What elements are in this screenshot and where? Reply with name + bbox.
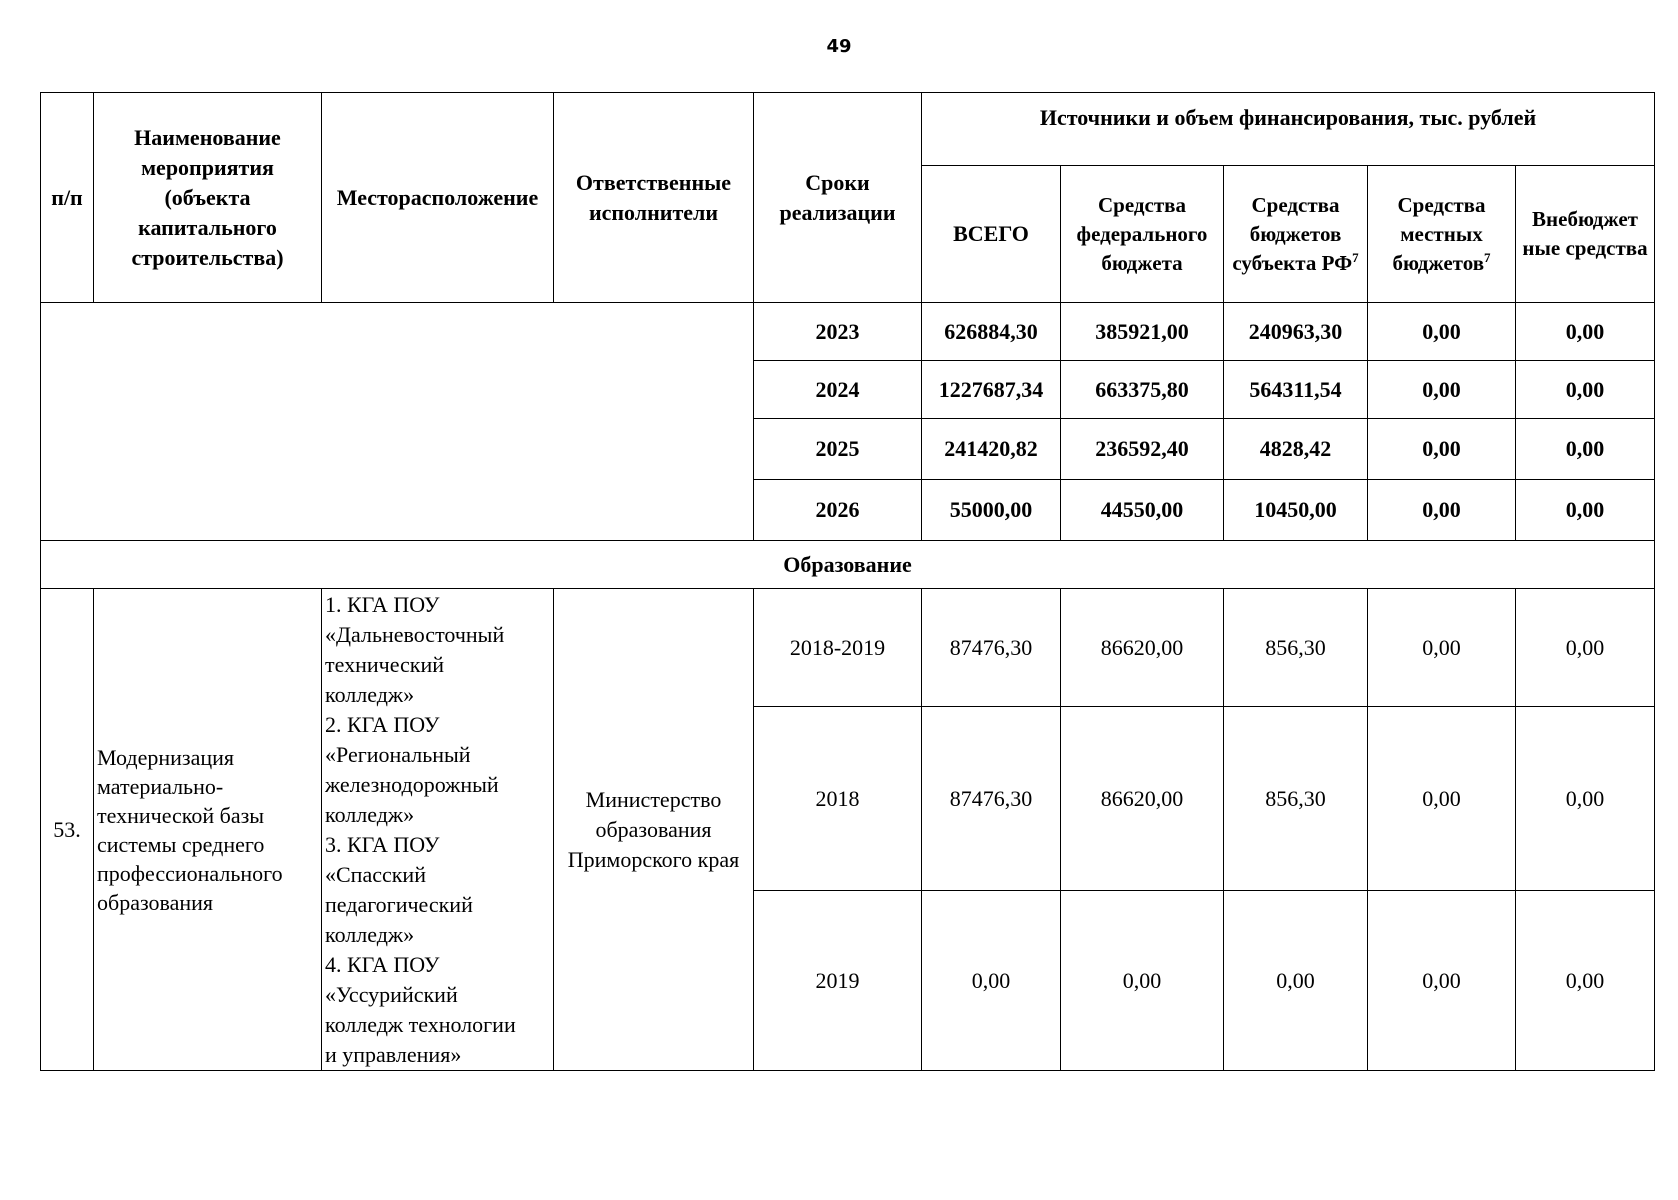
- location-line: 1. КГА ПОУ: [325, 591, 440, 617]
- item-row: [41, 589, 1655, 707]
- location-line: педагогический: [325, 891, 473, 917]
- header-col-no: п/п: [41, 93, 94, 303]
- summary-offbudget: 0,00: [1516, 361, 1655, 419]
- header-col-federal: Средства федерального бюджета: [1061, 166, 1224, 303]
- footnote-mark-regional: 7: [1352, 249, 1359, 265]
- summary-offbudget: 0,00: [1516, 480, 1655, 541]
- header-col-location: Месторасположение: [322, 93, 554, 303]
- financing-table: [40, 92, 1655, 1071]
- item-year: 2018-2019: [754, 589, 922, 707]
- summary-local: 0,00: [1368, 361, 1516, 419]
- summary-year: 2024: [754, 361, 922, 419]
- header-col-regional-label: Средства бюджетов субъекта РФ: [1232, 192, 1353, 275]
- summary-year: 2025: [754, 419, 922, 480]
- header-funding-group: Источники и объем финансирования, тыс. рублей: [922, 93, 1655, 166]
- location-line: колледж»: [325, 921, 415, 947]
- summary-regional: 10450,00: [1224, 480, 1368, 541]
- summary-federal: 44550,00: [1061, 480, 1224, 541]
- item-location: [322, 589, 554, 1071]
- location-line: 3. КГА ПОУ: [325, 831, 440, 857]
- header-row-1: [41, 93, 1655, 166]
- item-regional: 856,30: [1224, 589, 1368, 707]
- location-line: колледж технологии: [325, 1011, 516, 1037]
- header-col-period: Сроки реализации: [754, 93, 922, 303]
- location-line: «Дальневосточный: [325, 621, 505, 647]
- header-col-offbudget: Внебюджет ные средства: [1516, 166, 1655, 303]
- item-total: 87476,30: [922, 707, 1061, 891]
- item-year: 2019: [754, 891, 922, 1071]
- summary-year: 2026: [754, 480, 922, 541]
- location-line: железнодорожный: [325, 771, 499, 797]
- location-line: колледж»: [325, 801, 415, 827]
- item-offbudget: 0,00: [1516, 707, 1655, 891]
- header-col-total: ВСЕГО: [922, 166, 1061, 303]
- location-line: «Уссурийский: [325, 981, 458, 1007]
- item-federal: 0,00: [1061, 891, 1224, 1071]
- summary-row: [41, 303, 1655, 361]
- header-col-local: [1368, 166, 1516, 303]
- item-offbudget: 0,00: [1516, 891, 1655, 1071]
- item-federal: 86620,00: [1061, 707, 1224, 891]
- page-number: 49: [826, 36, 852, 57]
- location-line: 4. КГА ПОУ: [325, 951, 440, 977]
- item-name: Модернизация материально-технической базы системы среднего профессионального образования: [94, 589, 322, 1071]
- summary-total: 626884,30: [922, 303, 1061, 361]
- summary-local: 0,00: [1368, 480, 1516, 541]
- summary-regional: 564311,54: [1224, 361, 1368, 419]
- summary-local: 0,00: [1368, 303, 1516, 361]
- summary-regional: 240963,30: [1224, 303, 1368, 361]
- summary-total: 241420,82: [922, 419, 1061, 480]
- item-local: 0,00: [1368, 589, 1516, 707]
- header-col-regional: [1224, 166, 1368, 303]
- summary-federal: 236592,40: [1061, 419, 1224, 480]
- header-col-responsible: Ответственные исполнители: [554, 93, 754, 303]
- footnote-mark-local: 7: [1484, 249, 1491, 265]
- header-col-name: Наименование мероприятия (объекта капитального строительства): [94, 93, 322, 303]
- summary-blank-cell: [41, 303, 754, 541]
- section-row: [41, 541, 1655, 589]
- summary-federal: 663375,80: [1061, 361, 1224, 419]
- location-line: колледж»: [325, 681, 415, 707]
- item-total: 87476,30: [922, 589, 1061, 707]
- header-col-local-label: Средства местных бюджетов: [1392, 192, 1486, 275]
- location-line: технический: [325, 651, 445, 677]
- section-title: Образование: [41, 541, 1655, 589]
- item-local: 0,00: [1368, 891, 1516, 1071]
- item-regional: 0,00: [1224, 891, 1368, 1071]
- item-total: 0,00: [922, 891, 1061, 1071]
- item-regional: 856,30: [1224, 707, 1368, 891]
- location-line: «Спасский: [325, 861, 426, 887]
- summary-local: 0,00: [1368, 419, 1516, 480]
- location-line: и управления»: [325, 1041, 462, 1067]
- item-offbudget: 0,00: [1516, 589, 1655, 707]
- item-number: 53.: [41, 589, 94, 1071]
- location-line: 2. КГА ПОУ: [325, 711, 440, 737]
- summary-year: 2023: [754, 303, 922, 361]
- item-federal: 86620,00: [1061, 589, 1224, 707]
- summary-offbudget: 0,00: [1516, 303, 1655, 361]
- item-year: 2018: [754, 707, 922, 891]
- item-local: 0,00: [1368, 707, 1516, 891]
- summary-offbudget: 0,00: [1516, 419, 1655, 480]
- item-responsible: Министерство образования Приморского края: [554, 589, 754, 1071]
- summary-federal: 385921,00: [1061, 303, 1224, 361]
- summary-total: 55000,00: [922, 480, 1061, 541]
- location-line: «Региональный: [325, 741, 471, 767]
- summary-regional: 4828,42: [1224, 419, 1368, 480]
- summary-total: 1227687,34: [922, 361, 1061, 419]
